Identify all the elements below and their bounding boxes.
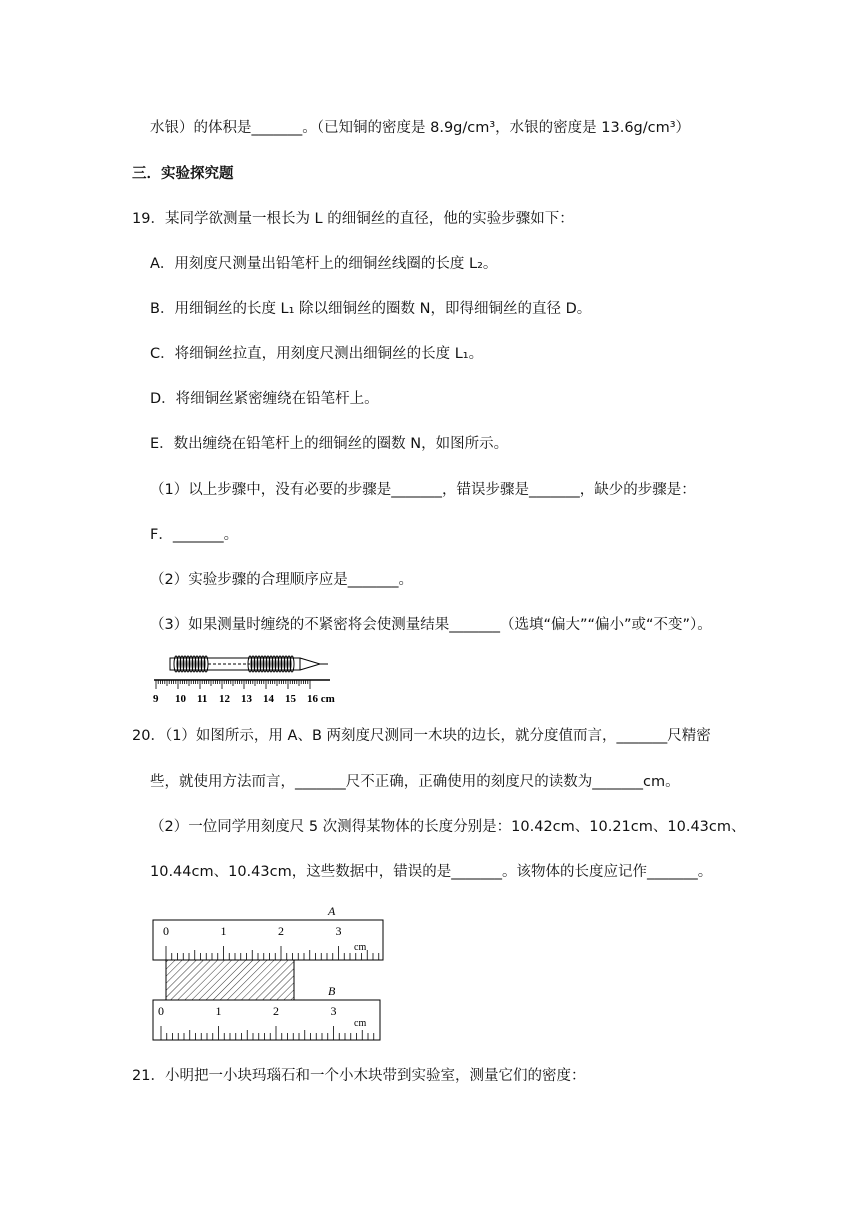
question-20-1: 20．（1）如图所示，用 A、B 两刻度尺测同一木块的边长，就分度值而言，_______尺精密 [132,728,711,744]
question-19-3: （3）如果测量时缠绕的不紧密将会使测量结果_______（选填“偏大”“偏小”或“不变”）。 [150,617,712,633]
ruler-a-label: A [328,904,336,918]
coil-ruler-figure [148,642,338,706]
ruler-tick-label: 1 [215,1004,222,1018]
ruler-tick-label: 2 [278,924,284,938]
ruler-tick-label: 9 [153,693,159,705]
question-19-1: （1）以上步骤中，没有必要的步骤是_______，错误步骤是_______，缺少的步骤是： [150,482,696,498]
ruler-b-label: B [328,984,336,998]
step-a: A．用刻度尺测量出铅笔杆上的细铜丝线圈的长度 L₂。 [150,256,498,272]
ruler-tick-label: 11 [197,693,208,705]
ruler-tick-label: 3 [330,1004,337,1018]
ruler-tick-label: 1 [220,924,227,938]
question-19-2: （2）实验步骤的合理顺序应是_______。 [150,572,413,588]
ruler-tick-label: 16 cm [307,693,335,705]
ruler-tick-label: 0 [158,1004,164,1018]
question-21: 21．小明把一小块玛瑙石和一个小木块带到实验室，测量它们的密度： [132,1068,586,1084]
ruler-tick-label: 0 [163,924,169,938]
ruler-tick-label: 3 [335,924,342,938]
section-heading: 三．实验探究题 [132,166,234,182]
step-b: B．用细铜丝的长度 L₁ 除以细铜丝的圈数 N，即得细铜丝的直径 D。 [150,301,592,317]
ruler-b-unit: cm [354,1018,367,1029]
text-line: 水银）的体积是_______。（已知铜的密度是 8.9g/cm³，水银的密度是 13.6g/cm³） [150,120,691,136]
step-d: D．将细铜丝紧密缠绕在铅笔杆上。 [150,391,379,407]
question-20-2: （2）一位同学用刻度尺 5 次测得某物体的长度分别是：10.42cm、10.21cm、10.43cm、 [150,819,746,835]
ruler-tick-label: 2 [273,1004,279,1018]
ruler-a-unit: cm [354,942,367,953]
ruler-tick-label: 14 [263,693,274,705]
question-19-1-cont: F．_______。 [150,527,239,543]
ruler-tick-label: 13 [241,693,252,705]
ruler-tick-label: 15 [285,693,296,705]
wood-block [166,960,294,1000]
step-e: E．数出缠绕在铅笔杆上的细铜丝的圈数 N，如图所示。 [150,436,509,452]
step-c: C．将细铜丝拉直，用刻度尺测出细铜丝的长度 L₁。 [150,346,484,362]
ruler-tick-label: 10 [175,693,186,705]
ruler-tick-label: 12 [219,693,230,705]
question-20-1-cont: 些，就使用方法而言，_______尺不正确，正确使用的刻度尺的读数为_______cm。 [150,774,680,790]
ruler-a [153,920,383,960]
ruler-b [153,1000,380,1040]
question-20-2-cont: 10.44cm、10.43cm，这些数据中，错误的是_______。该物体的长度应记作_______。 [150,864,713,880]
question-19: 19．某同学欲测量一根长为 L 的细铜丝的直径，他的实验步骤如下： [132,211,574,227]
rulers-ab-figure [148,902,388,1044]
